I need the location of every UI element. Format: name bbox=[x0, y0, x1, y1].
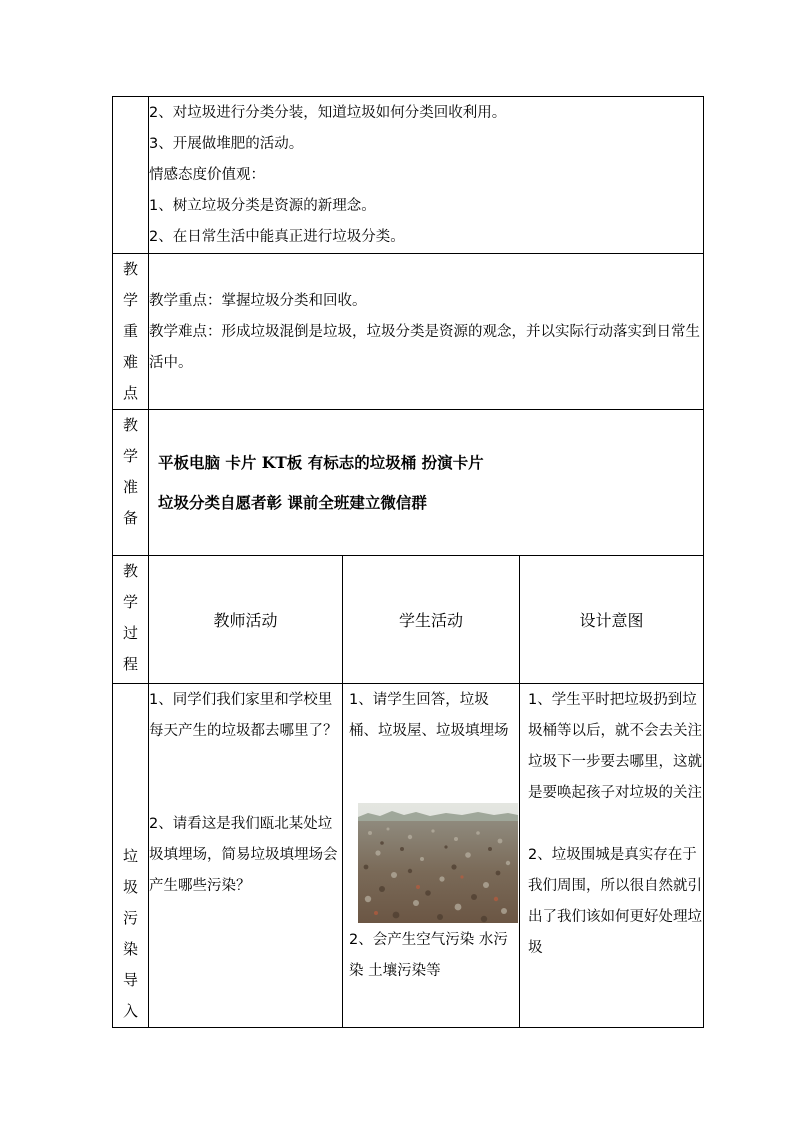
intro-label: 垃 圾 污 染 导 入 bbox=[113, 684, 149, 1028]
objective-line: 2、对垃圾进行分类分装，知道垃圾如何分类回收利用。 bbox=[149, 105, 507, 121]
objective-line: 2、在日常生活中能真正进行垃圾分类。 bbox=[149, 229, 405, 245]
process-header-row bbox=[113, 556, 704, 684]
design-intent-2: 2、垃圾围城是真实存在于我们周围，所以很自然就引出了我们该如何更好处理垃圾 bbox=[528, 847, 702, 956]
teacher-question-1: 1、同学们我们家里和学校里每天产生的垃圾都去哪里了？ bbox=[149, 692, 338, 739]
design-intent-cell bbox=[520, 684, 704, 1028]
objective-line: 3、开展做堆肥的活动。 bbox=[149, 136, 304, 152]
lesson-plan-table bbox=[112, 96, 704, 1028]
student-activity-cell bbox=[343, 684, 520, 1028]
preparation-label: 教 学 准 备 bbox=[113, 410, 149, 556]
teacher-activity-cell bbox=[149, 684, 343, 1028]
landfill-photo bbox=[358, 803, 518, 923]
student-answer-1: 1、请学生回答，垃圾桶、垃圾屋、垃圾填埋场 bbox=[349, 692, 509, 739]
design-intent-1: 1、学生平时把垃圾扔到垃圾桶等以后，就不会去关注垃圾下一步要去哪里，这就是要唤起孩子对垃圾的关注 bbox=[528, 692, 702, 801]
student-answer-2: 2、会产生空气污染 水污染 土壤污染等 bbox=[349, 932, 508, 979]
key-points-row bbox=[113, 254, 704, 410]
objective-line: 1、树立垃圾分类是资源的新理念。 bbox=[149, 198, 376, 214]
design-intent-header: 设计意图 bbox=[520, 556, 704, 684]
preparation-volunteers: 垃圾分类自愿者彰 课前全班建立微信群 bbox=[158, 493, 427, 512]
teaching-difficulty: 教学难点：形成垃圾混倒是垃圾，垃圾分类是资源的观念，并以实际行动落实到日常生活中。 bbox=[149, 324, 700, 371]
preparation-cell bbox=[149, 410, 704, 556]
objectives-cell bbox=[149, 97, 704, 254]
teacher-question-2: 2、请看这是我们瓯北某处垃圾填埋场，简易垃圾填埋场会产生哪些污染？ bbox=[149, 816, 338, 894]
teaching-focus: 教学重点：掌握垃圾分类和回收。 bbox=[149, 293, 367, 309]
key-points-cell bbox=[149, 254, 704, 410]
objective-line: 情感态度价值观： bbox=[149, 167, 265, 183]
preparation-materials: 平板电脑 卡片 KT板 有标志的垃圾桶 扮演卡片 bbox=[158, 453, 484, 472]
student-activity-header: 学生活动 bbox=[343, 556, 520, 684]
key-points-label: 教 学 重 难 点 bbox=[113, 254, 149, 410]
teacher-activity-header: 教师活动 bbox=[149, 556, 343, 684]
objectives-row bbox=[113, 97, 704, 254]
objectives-label-cell bbox=[113, 97, 149, 254]
process-label: 教 学 过 程 bbox=[113, 556, 149, 684]
intro-row bbox=[113, 684, 704, 1028]
preparation-row bbox=[113, 410, 704, 556]
